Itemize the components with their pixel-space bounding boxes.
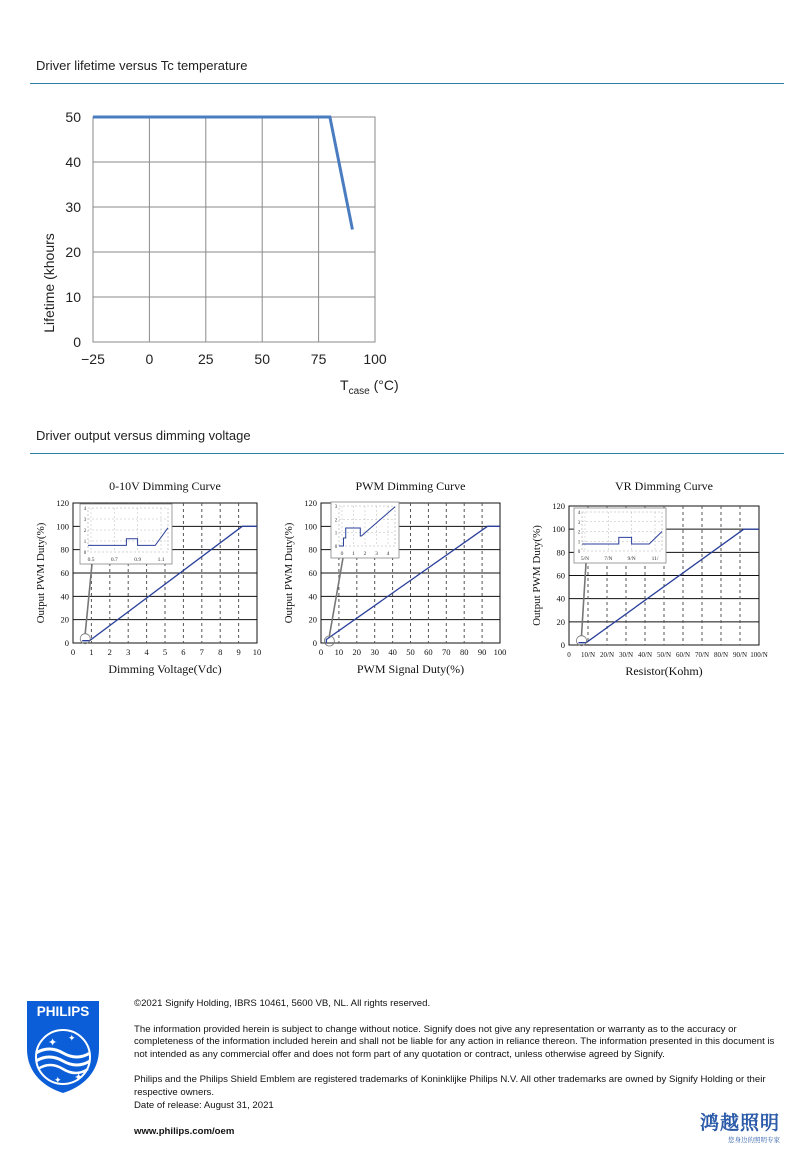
footer-url[interactable]: www.philips.com/oem — [134, 1126, 235, 1138]
dimming-inset-x-tick-label: 9/N — [627, 556, 636, 562]
dimming-y-tick-label: 20 — [60, 614, 69, 625]
dimming-y-tick-label: 120 — [304, 498, 317, 508]
dimming-x-tick-label: 6 — [181, 647, 186, 657]
dimming-x-tick-label: 60/N — [676, 651, 690, 659]
dimming-inset-x-tick-label: 4 — [386, 551, 390, 557]
dimming-x-tick-label: 10 — [334, 647, 344, 657]
dimming-inset-y-tick-label: 2 — [83, 529, 87, 534]
dimming-y-tick-label: 80 — [60, 544, 69, 555]
dimming-inset-x-tick-label: 3 — [375, 551, 378, 557]
dimming-y-tick-label: 40 — [60, 591, 69, 602]
dimming-y-tick-label: 120 — [56, 498, 69, 508]
dimming-x-tick-label: 30 — [370, 647, 379, 657]
lifetime-x-tick-label: 25 — [198, 351, 214, 367]
dimming-x-tick-label: 70 — [442, 647, 451, 657]
dimming-y-tick-label: 20 — [556, 616, 565, 627]
dimming-y-tick-label: 0 — [560, 640, 565, 650]
lifetime-x-tick-label: 0 — [145, 351, 154, 367]
dimming-x-axis-label: Resistor(Kohm) — [625, 664, 703, 678]
lifetime-section-title: Driver lifetime versus Tc temperature — [36, 58, 248, 73]
dimming-y-tick-label: 100 — [304, 521, 317, 532]
dimming-inset-x-tick-label: 11/ — [651, 556, 659, 562]
dimming-x-tick-label: 0 — [318, 647, 324, 657]
lifetime-x-tick-label: 50 — [254, 351, 270, 367]
dimming-inset-y-tick-label: 2 — [334, 518, 338, 524]
dimming-zoom-circle — [80, 634, 90, 644]
svg-text:✦: ✦ — [48, 1037, 58, 1049]
dimming-inset-y-tick-label: 0 — [83, 551, 87, 556]
footer-disclaimer: The information provided herein is subject to change without notice. Signify does not give any representation or warranty as to the accuracy or completeness of the information included herein and shall not be liable for any action in reliance thereon. The information presented in this document is not intended as any commercial offer and does not form part of any quotation or contract, unless otherwise agreed by Signify. — [134, 1023, 775, 1060]
dimming-x-tick-label: 4 — [144, 647, 149, 657]
lifetime-y-tick-label: 30 — [65, 199, 81, 215]
lifetime-y-tick-label: 50 — [65, 109, 81, 125]
lifetime-series-line — [93, 117, 352, 230]
footer-release-date: Date of release: August 31, 2021 — [134, 1099, 274, 1111]
dimming-y-tick-label: 60 — [60, 568, 69, 578]
dimming-x-tick-label: 7 — [199, 647, 204, 657]
dimming-inset-y-tick-label: 0 — [577, 550, 581, 555]
dimming-inset-y-tick-label: 3 — [334, 505, 338, 510]
dimming-inset-frame — [80, 504, 172, 564]
dimming-zoom-arrow — [582, 563, 587, 636]
dimming-x-tick-label: 9 — [236, 647, 241, 657]
dimming-y-tick-label: 100 — [552, 524, 565, 535]
dimming-inset-y-tick-label: 3 — [577, 520, 581, 526]
dimming-y-tick-label: 100 — [56, 521, 69, 532]
dimming-chart-title: PWM Dimming Curve — [355, 479, 466, 493]
dimming-inset-x-tick-label: 0 — [340, 551, 344, 557]
dimming-section-title: Driver output versus dimming voltage — [36, 428, 251, 443]
dimming-x-tick-label: 80 — [459, 647, 469, 657]
cn-brand-tagline: 您身边的照明专家 — [728, 1136, 780, 1144]
dimming-x-tick-label: 40 — [388, 647, 397, 657]
footer — [134, 998, 789, 1152]
dimming-inset-x-tick-label: 1 — [352, 551, 355, 557]
dimming-chart-vr — [526, 476, 771, 686]
dimming-inset-x-tick-label: 1.1 — [157, 557, 165, 563]
dimming-x-tick-label: 10/N — [581, 651, 595, 659]
svg-text:✦: ✦ — [54, 1075, 62, 1085]
dimming-inset-y-tick-label: 4 — [577, 511, 581, 516]
dimming-y-tick-label: 60 — [556, 570, 565, 581]
lifetime-y-tick-label: 40 — [65, 154, 81, 170]
svg-text:✦: ✦ — [74, 1072, 84, 1084]
dimming-x-tick-label: 0 — [70, 647, 76, 657]
dimming-x-tick-label: 70/N — [695, 651, 709, 659]
dimming-y-tick-label: 20 — [308, 614, 317, 625]
dimming-inset-y-tick-label: 1 — [334, 531, 338, 537]
dimming-y-tick-label: 120 — [552, 501, 565, 511]
dimming-inset-y-tick-label: 0 — [334, 545, 338, 550]
dimming-inset-x-tick-label: 2 — [363, 551, 367, 557]
dimming-x-tick-label: 80/N — [714, 651, 728, 659]
dimming-y-tick-label: 80 — [556, 547, 565, 558]
dimming-inset-frame — [574, 508, 666, 563]
dimming-chart-title: 0-10V Dimming Curve — [109, 479, 221, 493]
dimming-x-axis-label: Dimming Voltage(Vdc) — [108, 662, 222, 676]
dimming-inset-x-tick-label: 0.5 — [87, 557, 95, 563]
dimming-x-tick-label: 0 — [567, 651, 571, 659]
dimming-y-axis-label: Output PWM Duty(%) — [531, 525, 543, 626]
dimming-x-tick-label: 2 — [107, 647, 112, 657]
lifetime-x-axis-label: $T_{case}$ (°C) — [340, 377, 399, 397]
dimming-x-tick-label: 60 — [424, 647, 433, 657]
lifetime-chart — [30, 100, 430, 400]
dimming-x-tick-label: 10 — [252, 647, 262, 657]
dimming-zoom-circle — [577, 636, 587, 646]
dimming-x-tick-label: 30/N — [619, 651, 633, 659]
dimming-inset-x-tick-label: 7/N — [604, 556, 613, 562]
dimming-chart-pwm — [278, 476, 513, 686]
footer-copyright: ©2021 Signify Holding, IBRS 10461, 5600 VB, NL. All rights reserved. — [134, 998, 431, 1009]
dimming-x-tick-label: 40/N — [638, 651, 652, 659]
lifetime-x-tick-label: 100 — [363, 351, 387, 367]
dimming-section-rule — [30, 453, 784, 454]
dimming-x-tick-label: 90/N — [733, 651, 747, 659]
dimming-inset-y-tick-label: 1 — [577, 540, 581, 546]
dimming-x-tick-label: 3 — [126, 647, 131, 657]
dimming-y-tick-label: 80 — [308, 544, 317, 555]
dimming-x-axis-label: PWM Signal Duty(%) — [356, 662, 465, 676]
dimming-x-tick-label: 100/N — [750, 651, 768, 659]
lifetime-y-tick-label: 20 — [65, 244, 81, 260]
dimming-x-tick-label: 8 — [218, 647, 223, 657]
dimming-inset-y-tick-label: 4 — [83, 507, 87, 512]
dimming-inset-y-tick-label: 2 — [577, 530, 581, 536]
dimming-y-axis-label: Output PWM Duty(%) — [283, 522, 295, 624]
dimming-x-tick-label: 50/N — [657, 651, 671, 659]
lifetime-x-tick-label: −25 — [81, 351, 105, 367]
lifetime-plot-frame — [93, 117, 375, 342]
dimming-y-tick-label: 60 — [308, 568, 317, 578]
dimming-x-tick-label: 100 — [493, 647, 507, 657]
lifetime-y-axis-label: Lifetime (khours — [41, 233, 57, 333]
dimming-chart-title: VR Dimming Curve — [615, 479, 713, 493]
dimming-x-tick-label: 5 — [162, 647, 168, 657]
dimming-inset-x-tick-label: 5/N — [580, 556, 590, 562]
philips-logo-text: PHILIPS — [36, 1004, 90, 1019]
dimming-zoom-arrow — [329, 558, 343, 636]
dimming-y-tick-label: 40 — [556, 593, 565, 604]
lifetime-x-tick-label: 75 — [310, 351, 327, 367]
dimming-y-tick-label: 40 — [308, 591, 317, 602]
dimming-inset-y-tick-label: 3 — [83, 518, 87, 523]
footer-trademark: Philips and the Philips Shield Emblem are registered trademarks of Koninklijke Philips N.V. All other trademarks are owned by Signify Holding or their respective owners. — [134, 1074, 766, 1098]
dimming-chart-0-10v — [30, 476, 265, 686]
dimming-y-axis-label: Output PWM Duty(%) — [35, 522, 47, 624]
dimming-x-tick-label: 20/N — [600, 651, 614, 659]
philips-shield-logo — [24, 999, 102, 1095]
dimming-inset-y-tick-label: 1 — [83, 540, 87, 545]
cn-brand-mark — [700, 1108, 780, 1144]
dimming-x-tick-label: 50 — [406, 647, 415, 657]
dimming-x-tick-label: 90 — [477, 647, 487, 657]
lifetime-section-rule — [30, 83, 784, 84]
dimming-y-tick-label: 0 — [312, 638, 317, 648]
dimming-inset-x-tick-label: 0.7 — [110, 557, 118, 563]
lifetime-y-tick-label: 0 — [73, 334, 81, 350]
cn-brand-name: 鸿越照明 — [699, 1112, 780, 1134]
dimming-x-tick-label: 1 — [89, 647, 94, 657]
svg-text:✦: ✦ — [68, 1033, 76, 1043]
dimming-inset-x-tick-label: 0.9 — [134, 557, 142, 563]
lifetime-y-tick-label: 10 — [65, 289, 81, 305]
dimming-y-tick-label: 0 — [64, 638, 69, 648]
dimming-x-tick-label: 20 — [352, 647, 362, 657]
